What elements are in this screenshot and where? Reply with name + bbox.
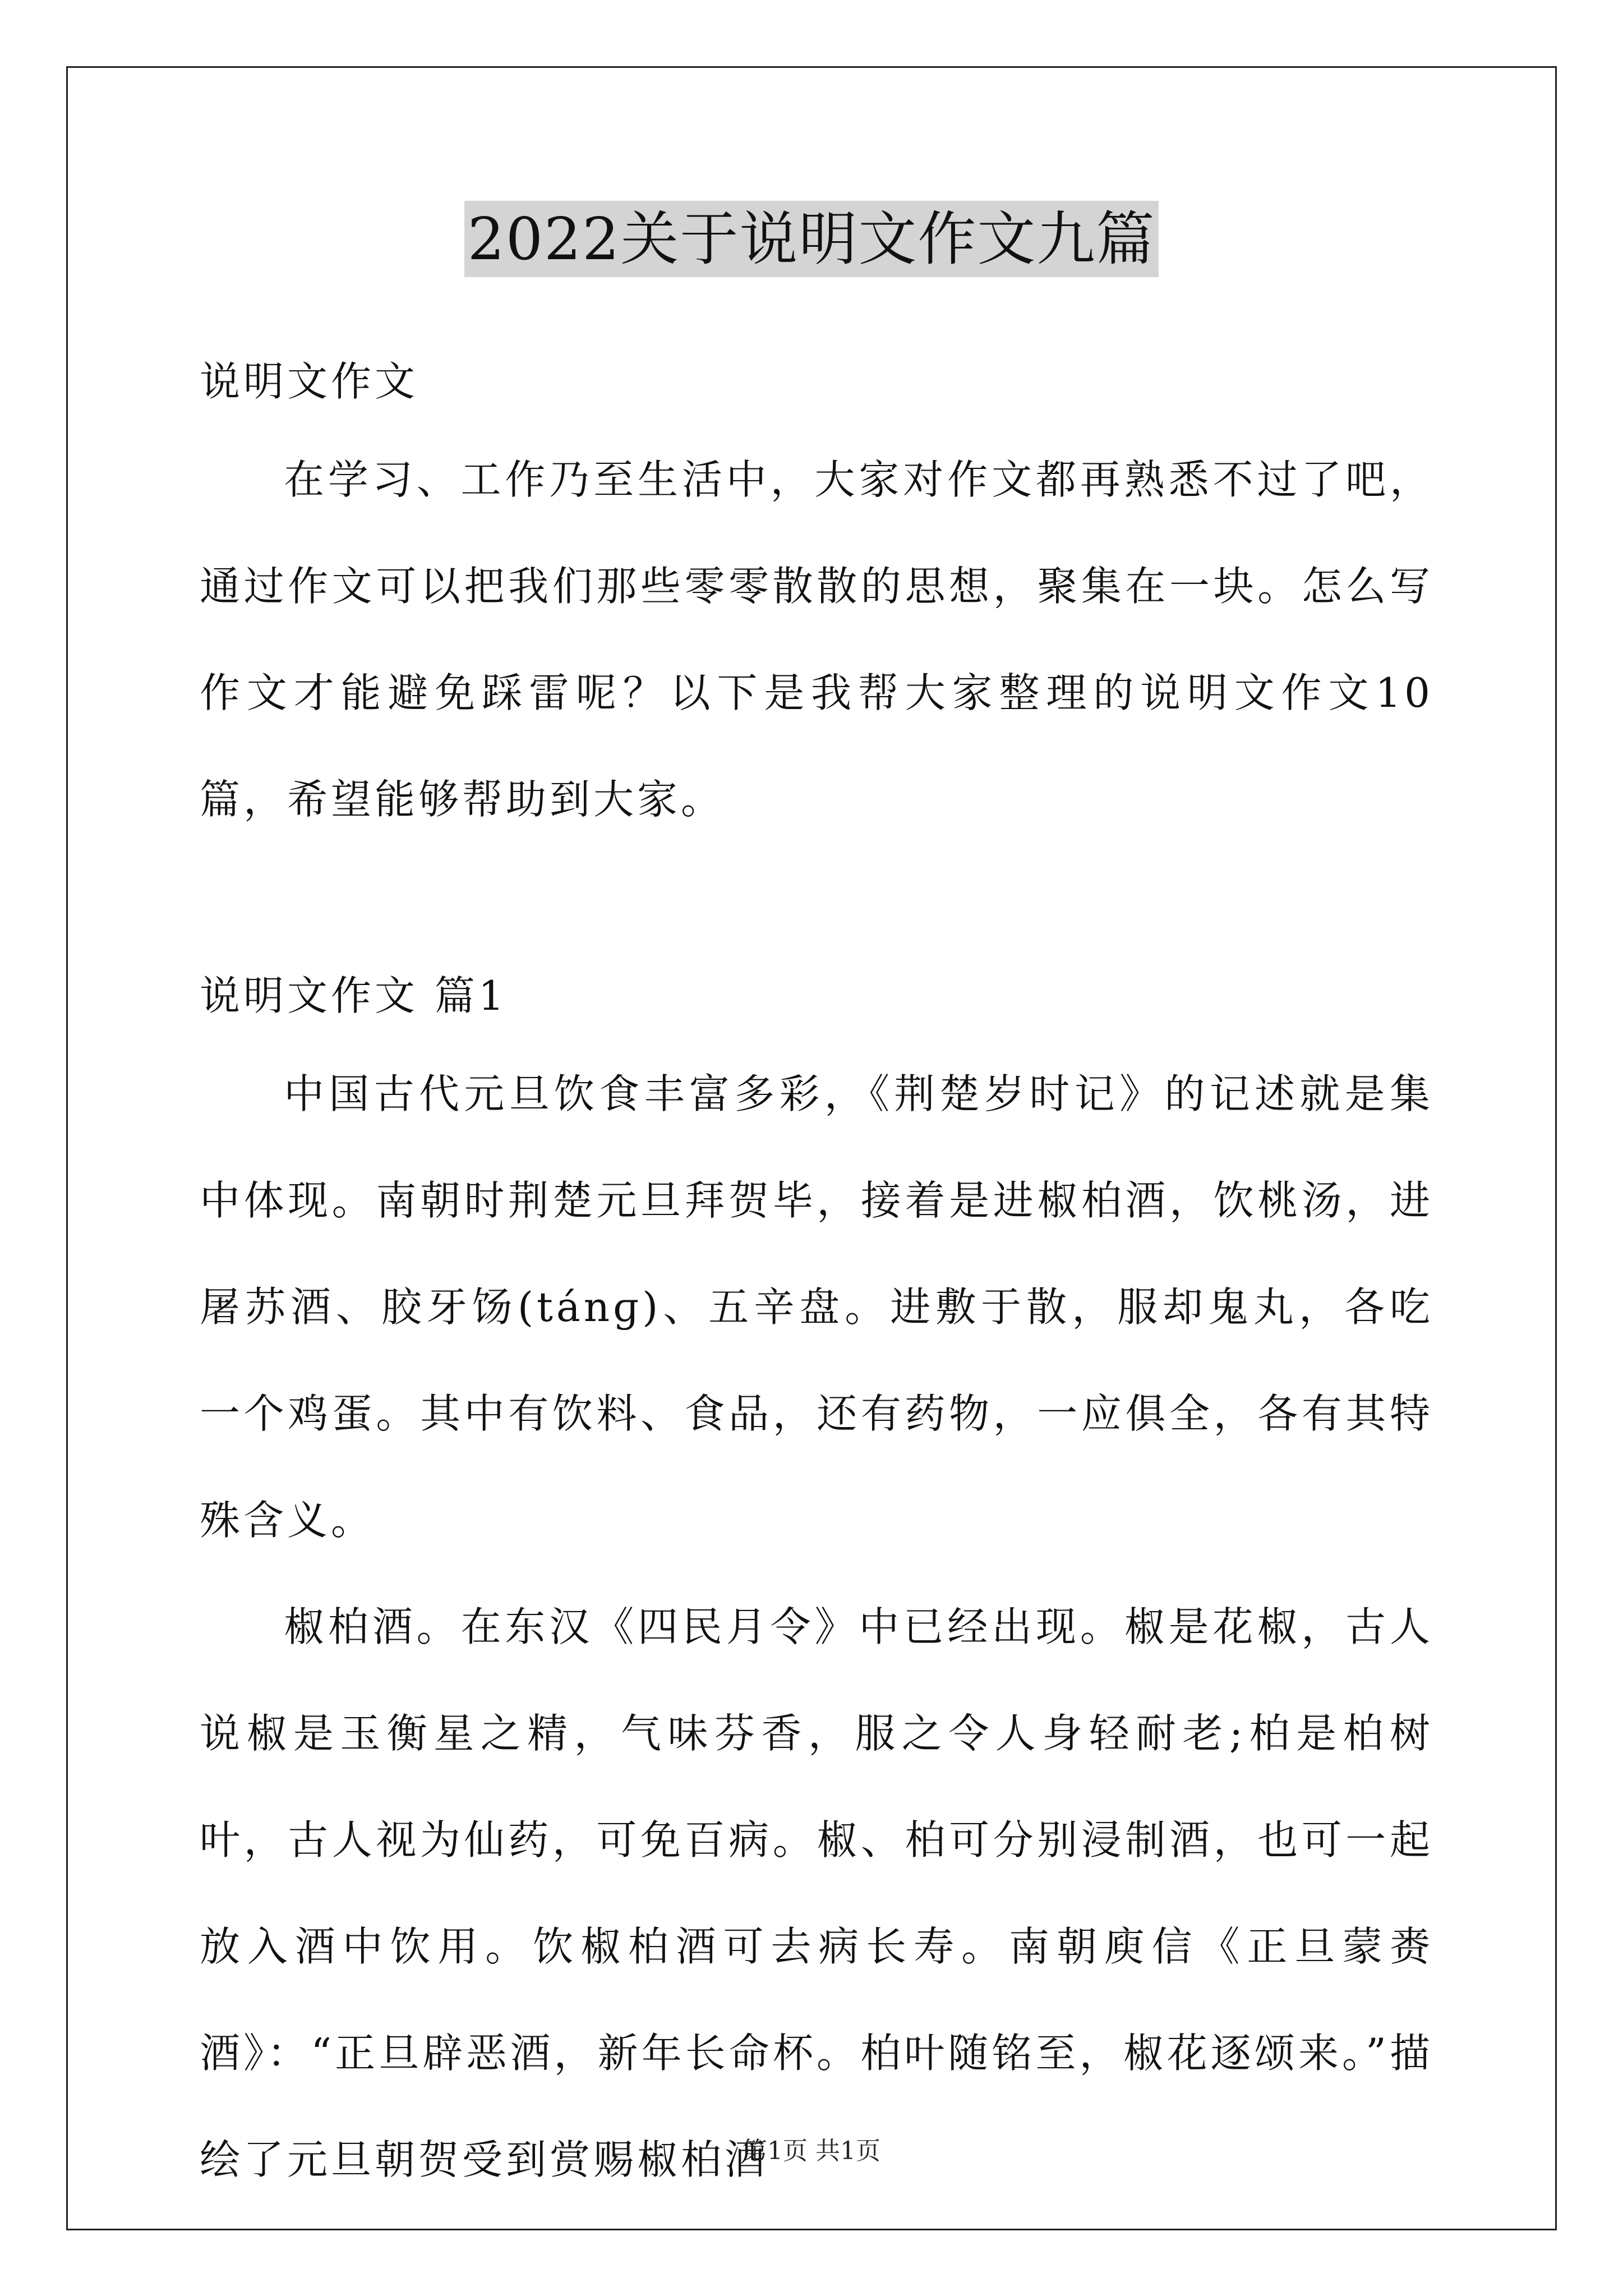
body-paragraph: 中国古代元旦饮食丰富多彩，《荆楚岁时记》的记述就是集中体现。南朝时荆楚元旦拜贺毕，接着是进椒柏酒，饮桃汤，进屠苏酒、胶牙饧(tánɡ)、五辛盘。进敷于散，服却鬼丸，各吃一个鸡蛋。其中有饮料、食品，还有药物，一应俱全，各有其特殊含义。 [200,1070,1433,1544]
title-container [0,201,1623,277]
document-body [200,337,1433,2213]
section-spacer [200,853,1433,951]
intro-paragraph: 在学习、工作乃至生活中，大家对作文都再熟悉不过了吧，通过作文可以把我们那些零零散散的思想，聚集在一块。怎么写作文才能避免踩雷呢？以下是我帮大家整理的说明文作文10篇，希望能够帮助到大家。 [200,456,1433,823]
document-title: 2022关于说明文作文九篇 [464,201,1159,277]
intro-heading: 说明文作文 [200,358,419,405]
section-heading: 说明文作文 篇1 [200,972,508,1019]
page-footer: 第1页 共1页 [743,2137,880,2165]
body-paragraph: 椒柏酒。在东汉《四民月令》中已经出现。椒是花椒，古人说椒是玉衡星之精，气味芬香，服之令人身轻耐老;柏是柏树叶，古人视为仙药，可免百病。椒、柏可分别浸制酒，也可一起放入酒中饮用。饮椒柏酒可去病长寿。南朝庾信《正旦蒙赉酒》：“正旦辟恶酒，新年长命杯。柏叶随铭至，椒花逐颂来。”描绘了元旦朝贺受到赏赐椒柏酒 [200,1603,1433,2183]
